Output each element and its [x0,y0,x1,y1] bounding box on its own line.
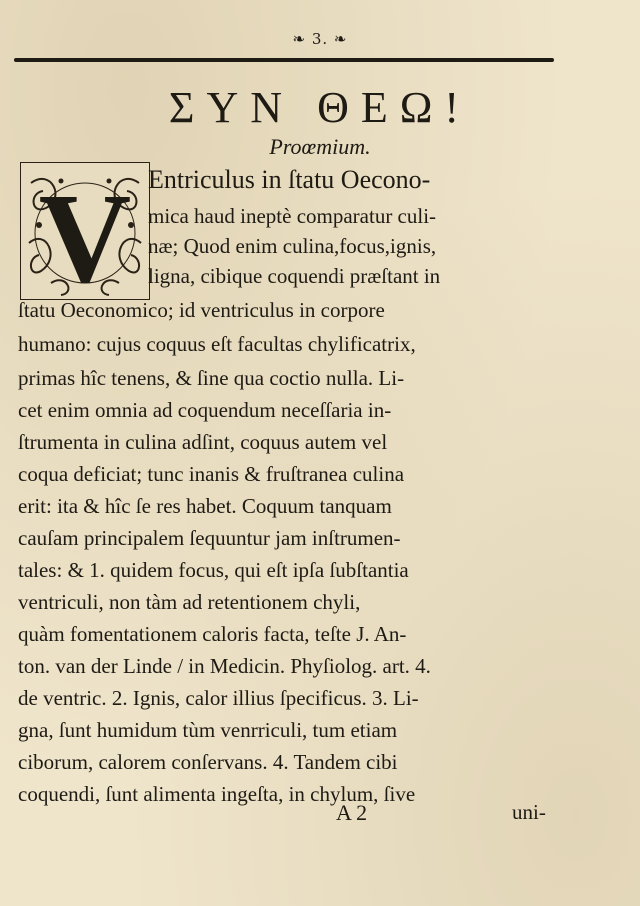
text-line: erit: ita & hîc ſe res habet. Coquum tanquam [18,494,392,518]
text-line: ton. van der Linde / in Medicin. Phyſiolog. art. 4. [18,654,431,678]
text-line: næ; Quod enim culina,focus,ignis, [148,234,437,258]
text-line: ciborum, calorem conſervans. 4. Tandem cibi [18,750,398,774]
page-title: ΣΥΝ ΘΕΩ! [168,83,472,132]
text-line: primas hîc tenens, & ſine qua coctio nulla. Li- [18,366,405,390]
catchword: uni- [512,800,546,824]
decorated-initial [20,162,150,300]
text-line: humano: cujus coquus eſt facultas chylificatrix, [18,332,416,356]
floral-initial-icon [21,163,149,299]
initial-letter: V [38,167,132,299]
section-subtitle: Proœmium. [269,134,371,159]
text-line: gna, ſunt humidum tùm venrriculi, tum etiam [18,718,398,742]
text-line: ſtrumenta in culina adſint, coquus autem vel [18,430,388,454]
text-line: ſtatu Oeconomico; id ventriculus in corpore [18,298,385,322]
signature-mark: A 2 [336,800,368,825]
page-number-ornament: ❧ 3. ❧ [292,30,348,48]
text-line: ventriculi, non tàm ad retentionem chyli, [18,590,361,614]
text-line: de ventric. 2. Ignis, calor illius ſpecificus. 3. Li- [18,686,419,710]
text-line: Entriculus in ſtatu Oecono- [148,165,431,194]
header-rule [14,58,554,62]
text-line: coqua deficiat; tunc inanis & fruſtranea culina [18,462,405,486]
text-line: tales: & 1. quidem focus, qui eſt ipſa ſubſtantia [18,558,409,582]
text-line: mica haud ineptè comparatur culi- [148,204,437,228]
text-line: cet enim omnia ad coquendum neceſſaria in- [18,398,392,422]
text-line: cauſam principalem ſequuntur jam inſtrumen- [18,526,401,550]
text-line: coquendi, ſunt alimenta ingeſta, in chylum, ſive [18,782,416,806]
text-line: ligna, cibique coquendi præſtant in [148,264,441,288]
text-line: quàm fomentationem caloris facta, teſte J. An- [18,622,407,646]
